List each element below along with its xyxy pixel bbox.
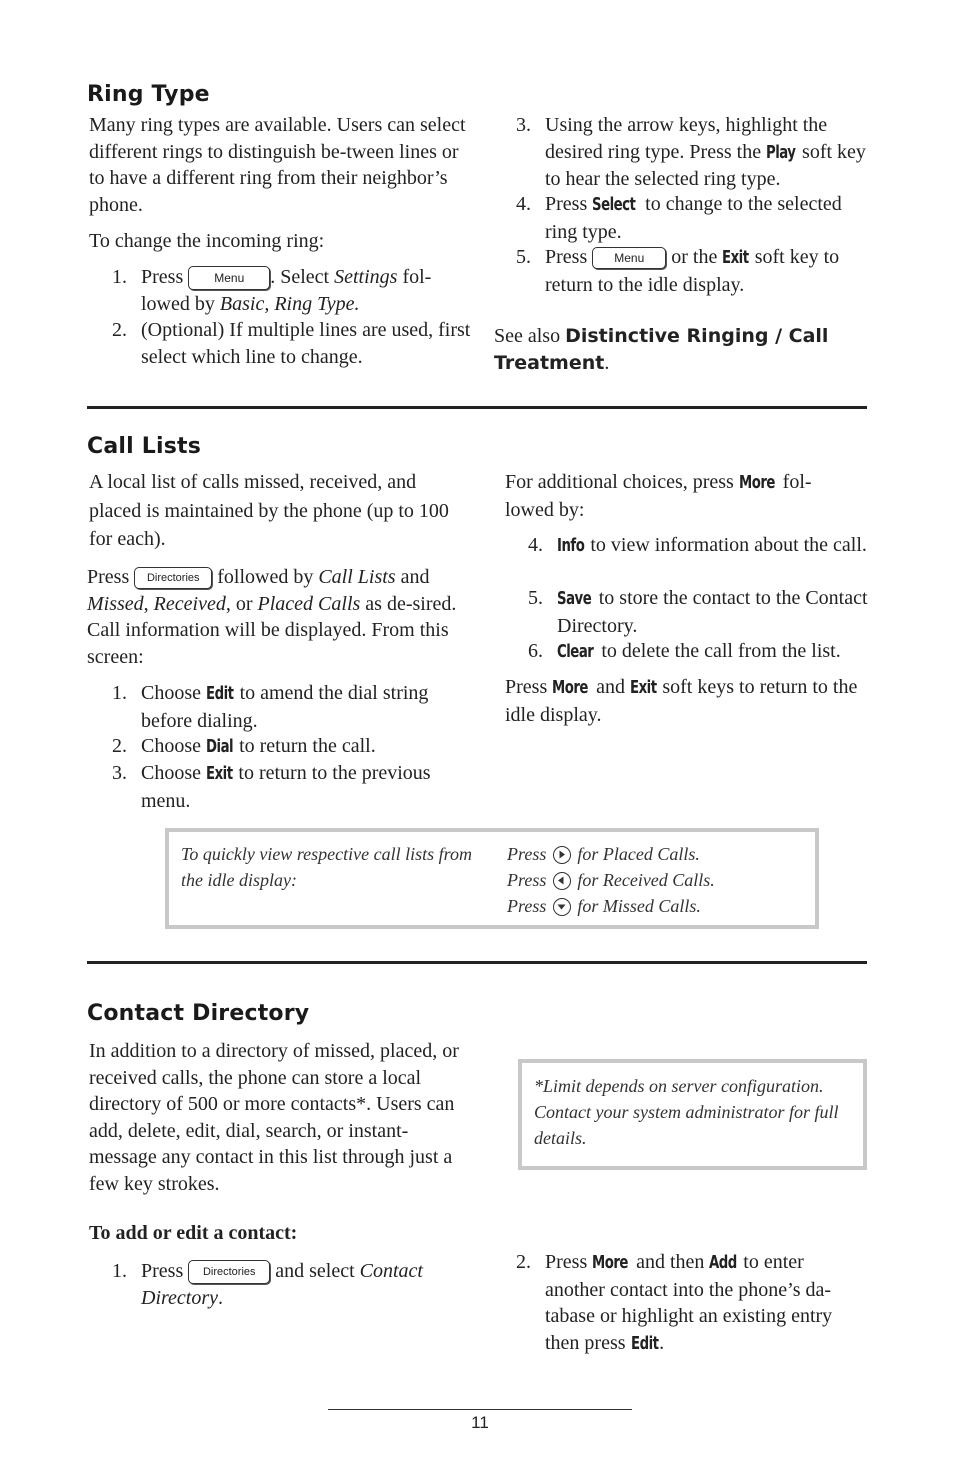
menu-key-icon: Menu (188, 266, 270, 290)
directories-key-icon: Directories (134, 567, 212, 589)
directories-key-icon: Directories (188, 1260, 270, 1284)
contact-intro: In addition to a directory of missed, placed, or received calls, the phone can store a local directory of 500 or more contacts*. Users can add, delete, edit, dial, search, or instant-message any contact in this list through just a few key strokes. (89, 1040, 459, 1195)
ring-type-heading: Ring Type (87, 82, 210, 107)
call-lists-intro: A local list of calls missed, received, and placed is maintained by the phone (up to 100 for each). (89, 471, 449, 550)
ring-step-4: 4. Press Select to change to the selected ring type. (516, 193, 842, 243)
exit-softkey: Exit (629, 677, 657, 698)
ring-step-1: 1. Press Menu . Select Settings fol-lowed by Basic, Ring Type. (112, 266, 432, 315)
call-step-4: 4. Info to view information about the call. (528, 532, 868, 560)
call-step-6: 6. Clear to delete the call from the list. (528, 638, 873, 666)
arrow-down-icon (553, 898, 571, 916)
contact-note-box (518, 1059, 867, 1170)
play-softkey: Play (766, 141, 796, 163)
call-lists-heading: Call Lists (87, 434, 201, 459)
ring-step-3: 3. Using the arrow keys, highlight the desired ring type. Press the Play soft key to hear the selected ring type. (516, 114, 866, 190)
see-also-link: Distinctive Ringing / Call Treatment (494, 325, 829, 374)
info-softkey: Info (557, 535, 585, 556)
call-additional: For additional choices, press More fol-lowed by: (505, 471, 812, 521)
call-step-2: 2. Choose Dial to return the call. (112, 733, 462, 761)
page-number: 11 (471, 1413, 489, 1432)
contact-note-text: *Limit depends on server configuration. Contact your system administrator for full details. (534, 1076, 839, 1148)
ring-step-2: 2. (Optional) If multiple lines are used, first select which line to change. (112, 319, 471, 368)
more-softkey: More (552, 677, 589, 698)
tip-line-received: Press for Received Calls. (507, 870, 715, 890)
tip-line-missed: Press for Missed Calls. (507, 896, 701, 916)
call-step-5: 5. Save to store the contact to the Contact Directory. (528, 587, 868, 637)
exit-softkey: Exit (722, 247, 749, 268)
exit-softkey: Exit (206, 763, 233, 784)
dial-softkey: Dial (206, 736, 234, 757)
ring-type-intro: Many ring types are available. Users can select different rings to distinguish be-tween lines or to have a different ring from their neighbor’s phone. (89, 114, 466, 216)
tip-right-text (507, 841, 807, 919)
footer-rule (328, 1409, 632, 1410)
contact-step-2: 2. Press More and then Add to enter another contact into the phone’s da-tabase or highlight an existing entry then press Edit. (516, 1249, 866, 1357)
tip-line-placed: Press for Placed Calls. (507, 844, 700, 864)
ring-see-also: See also Distinctive Ringing / Call Treatment. (494, 325, 829, 374)
edit-softkey: Edit (206, 683, 234, 704)
ring-change-label: To change the incoming ring: (89, 230, 325, 252)
arrow-left-icon (553, 872, 571, 890)
menu-key-icon: Menu (592, 247, 666, 269)
arrow-right-icon (553, 846, 571, 864)
call-step-3: 3. Choose Exit to return to the previous menu. (112, 762, 431, 812)
section-divider (87, 406, 867, 409)
call-lists-press: Press Directories followed by Call Lists and Missed, Received, or Placed Calls as de-sired. Call information will be displayed. From this screen: (87, 566, 457, 668)
add-softkey: Add (709, 1252, 738, 1273)
clear-softkey: Clear (557, 641, 594, 662)
select-softkey: Select (592, 194, 636, 215)
save-softkey: Save (557, 588, 592, 609)
contact-directory-heading: Contact Directory (87, 1001, 310, 1026)
more-softkey: More (738, 472, 775, 493)
contact-step-1: 1. Press Directories and select Contact Directory. (112, 1260, 423, 1309)
call-lists-tip-box (165, 828, 819, 929)
section-divider (87, 961, 867, 964)
tip-left-text: To quickly view respective call lists from the idle display: (181, 844, 472, 890)
ring-step-5: 5. Press Menu or the Exit soft key to return to the idle display. (516, 246, 840, 296)
edit-softkey: Edit (630, 1332, 659, 1354)
call-return: Press More and Exit soft keys to return to the idle display. (505, 676, 858, 726)
more-softkey: More (592, 1252, 629, 1273)
call-step-1: 1. Choose Edit to amend the dial string before dialing. (112, 682, 429, 732)
contact-add-subheading: To add or edit a contact: (89, 1222, 298, 1244)
